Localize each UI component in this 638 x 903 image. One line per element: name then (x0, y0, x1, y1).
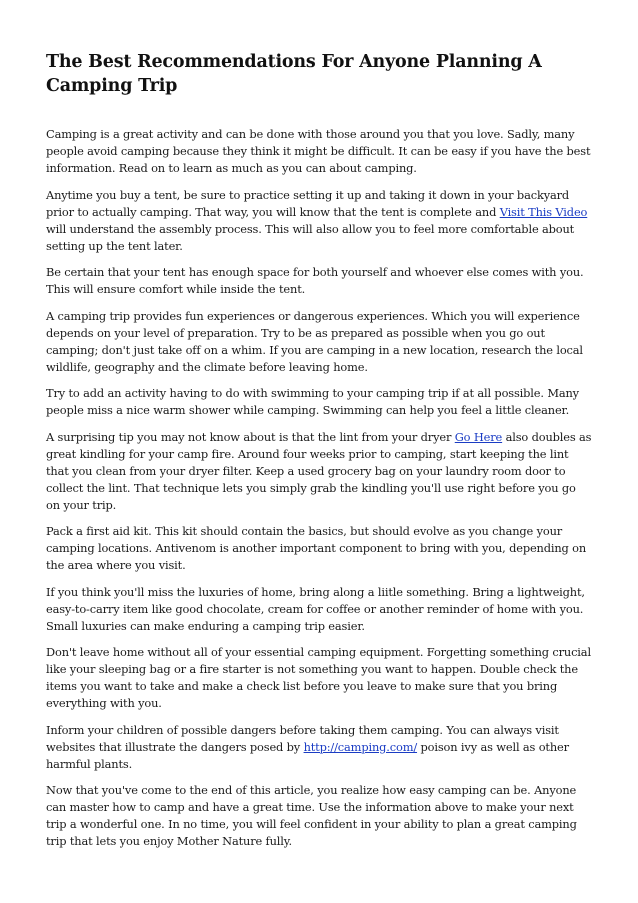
paragraph-text: Anytime you buy a tent, be sure to practice setting it up and taking it down in your backyard prior to actually camping. That way, you will know that the tent is complete and (46, 187, 570, 219)
paragraph-first-aid: Pack a first aid kit. This kit should contain the basics, but should evolve as you change your camping locations. Antivenom is another important component to bring with you, depending on the area where you visit. (46, 524, 587, 572)
paragraph-dryer-lint (46, 429, 592, 514)
paragraph-tent-space: Be certain that your tent has enough space for both yourself and whoever else comes with you. This will ensure comfort while inside the tent. (46, 265, 584, 296)
paragraph-swimming: Try to add an activity having to do with swimming to your camping trip if at all possible. Many people miss a nice warm shower while camping. Swimming can help you feel a little cleaner. (46, 386, 579, 417)
visit-this-video-link[interactable]: Visit This Video (499, 204, 588, 219)
paragraph-tent-practice (46, 187, 592, 255)
paragraph-text: poison ivy as well as other harmful plants. (46, 739, 569, 771)
camping-com-link[interactable]: http://camping.com/ (303, 739, 418, 754)
paragraph-text: Inform your children of possible dangers before taking them camping. You can always visit websites that illustrate the dangers posed by (46, 722, 559, 754)
paragraph-text: will understand the assembly process. This will also allow you to feel more comfortable about setting up the tent later. (46, 221, 575, 253)
paragraph-conclusion: Now that you've come to the end of this article, you realize how easy camping can be. Anyone can master how to camp and have a great time. Use the information above to make your next trip a wonderful one. In no time, you will feel confident in your ability to plan a great camping trip that lets you enjoy Mother Nature fully. (46, 783, 577, 848)
paragraph-luxuries: If you think you'll miss the luxuries of home, bring along a liitle something. Bring a lightweight, easy-to-carry item like good chocolate, cream for coffee or another reminder of home with you. Small luxuries can make enduring a camping trip easier. (46, 584, 585, 633)
paragraph-text: also doubles as great kindling for your camp fire. Around four weeks prior to camping, start keeping the lint that you clean from your dryer filter. Keep a used grocery bag on your laundry room door to collect the lint. That technique lets you simply grab the kindling you'll use right before you go on your trip. (46, 429, 592, 512)
go-here-link[interactable]: Go Here (454, 429, 503, 444)
paragraph-dangers (46, 722, 592, 773)
paragraph-equipment: Don't leave home without all of your essential camping equipment. Forgetting something crucial like your sleeping bag or a fire starter is not something you want to happen. Double check the items you want to take and make a check list before you leave to make sure that you bring everything with you. (46, 645, 591, 710)
paragraph-preparation: A camping trip provides fun experiences or dangerous experiences. Which you will experience depends on your level of preparation. Try to be as prepared as possible when you go out camping; don't just take off on a whim. If you are camping in a new location, research the local wildlife, geography and the climate before leaving home. (46, 308, 583, 374)
page-title: The Best Recommendations For Anyone Planning A Camping Trip (46, 52, 542, 96)
document-page (46, 50, 592, 860)
paragraph-text: A surprising tip you may not know about is that the lint from your dryer (46, 429, 455, 444)
paragraph-intro: Camping is a great activity and can be done with those around you that you love. Sadly, many people avoid camping because they think it might be difficult. It can be easy if you have the best information. Read on to learn as much as you can about camping. (46, 127, 591, 175)
